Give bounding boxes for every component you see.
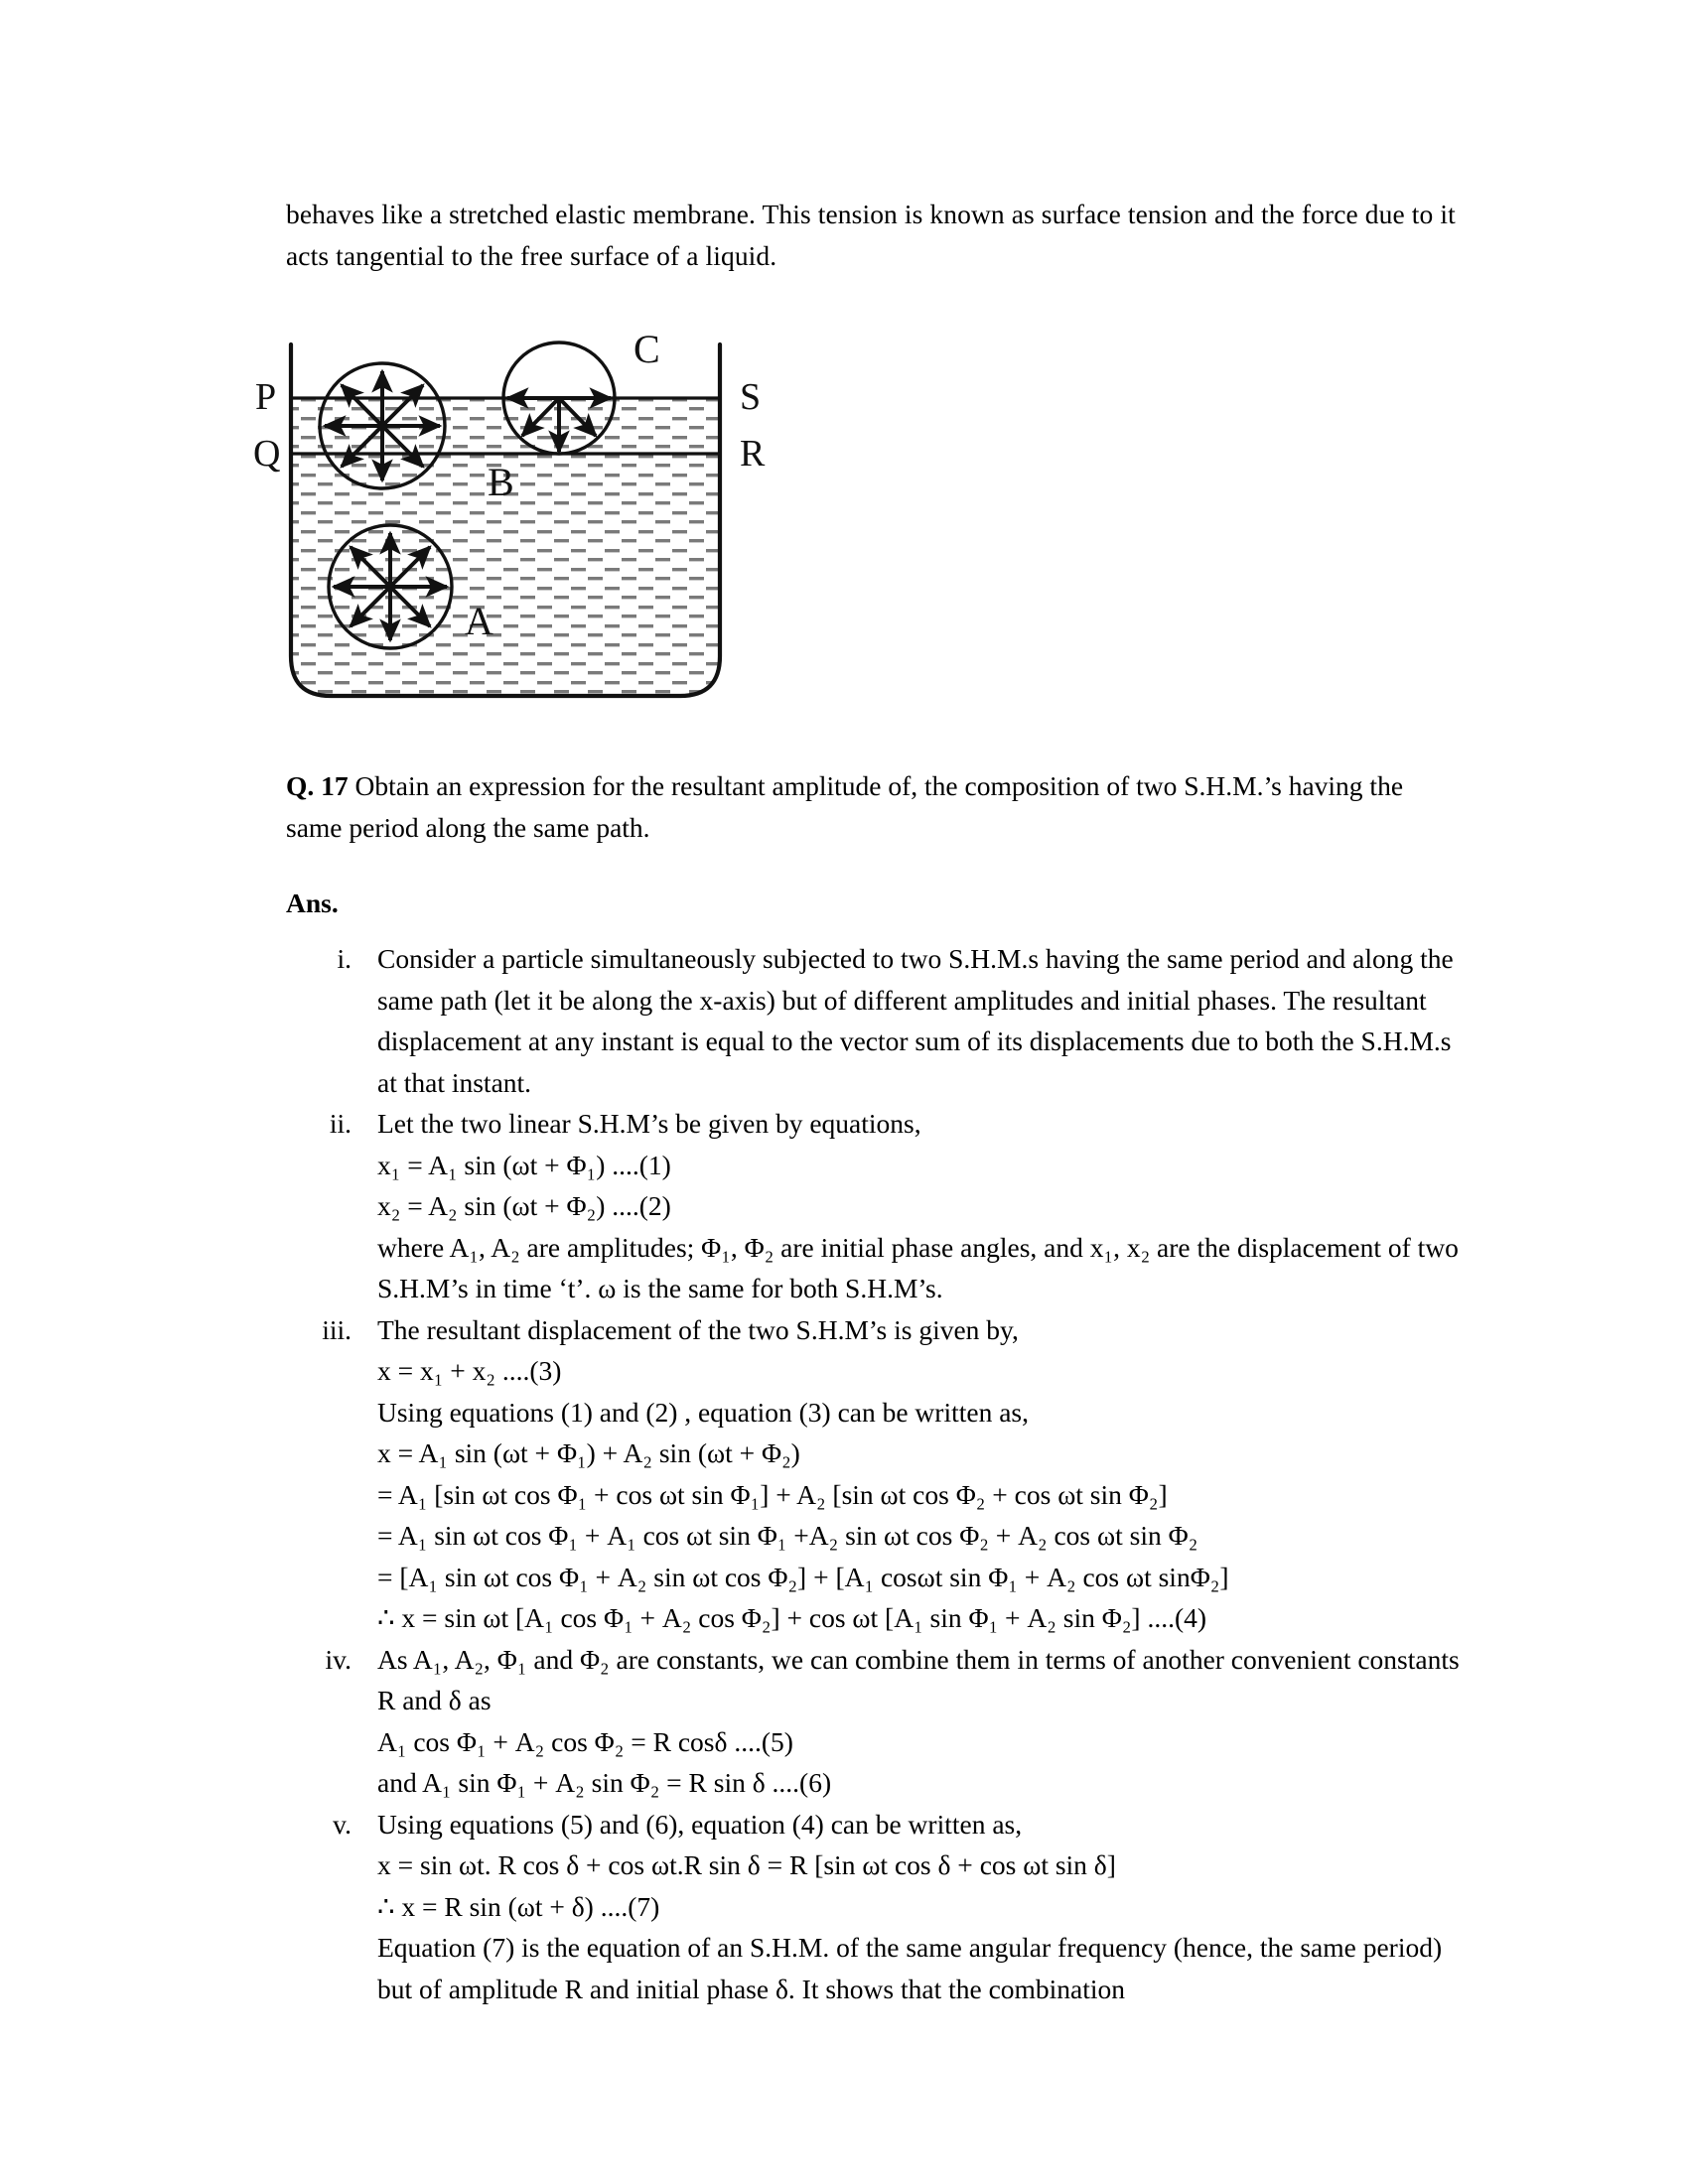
answer-item-marker: iv. [325,1643,352,1675]
answer-item-body [377,1309,1463,1639]
answer-item-marker: v. [333,1808,352,1840]
liquid-container-svg [231,317,847,714]
answer-line: x₁ = A₁ sin (ωt + Φ₁) ....(1) [377,1149,671,1180]
figure-label-a: A [465,599,493,643]
answer-line: x₂ = A₂ sin (ωt + Φ₂) ....(2) [377,1190,671,1221]
answer-item-body [377,1804,1463,2010]
answer-line: = A₁ sin ωt cos Φ₁ + A₁ cos ωt sin Φ₁ +A₂ sin ωt cos Φ₂ + A₂ cos ωt sin Φ₂ [377,1520,1198,1551]
answer-line: x = A₁ sin (ωt + Φ₁) + A₂ sin (ωt + Φ₂) [377,1437,800,1468]
answer-line: Let the two linear S.H.M’s be given by equations, [377,1108,921,1139]
answer-line: = [A₁ sin ωt cos Φ₁ + A₂ sin ωt cos Φ₂] + [A₁ cosωt sin Φ₁ + A₂ cos ωt sinΦ₂] [377,1561,1229,1592]
figure-label-c: C [633,327,660,371]
answer-item-body [377,1639,1463,1804]
answer-line: x = x₁ + x₂ ....(3) [377,1355,562,1386]
question-block [286,765,1463,849]
answer-line: ∴ x = sin ωt [A₁ cos Φ₁ + A₂ cos Φ₂] + cos ωt [A₁ sin Φ₁ + A₂ sin Φ₂] ....(4) [377,1602,1207,1633]
answer-item [286,1639,1463,1804]
answer-item [286,1804,1463,2010]
molecule-b-group [320,363,445,488]
figure-label-q: Q [253,433,281,475]
answer-item-marker: ii. [329,1108,352,1139]
answer-list [286,938,1463,2009]
figure-label-r: R [740,433,766,475]
answer-line: As A₁, A₂, Φ₁ and Φ₂ are constants, we can combine them in terms of another convenient constants R and δ as [377,1643,1460,1715]
answer-item-marker: i. [337,943,352,974]
answer-line: Using equations (1) and (2) , equation (3) can be written as, [377,1396,1029,1428]
answer-line: Equation (7) is the equation of an S.H.M. of the same angular frequency (hence, the same period) but of amplitude R and initial phase δ. It shows that the combination [377,1932,1443,2004]
answer-line: = A₁ [sin ωt cos Φ₁ + cos ωt sin Φ₁] + A₂ [sin ωt cos Φ₂ + cos ωt sin Φ₂] [377,1478,1168,1510]
answer-item [286,1309,1463,1639]
answer-item-body [377,938,1463,1103]
answer-line: The resultant displacement of the two S.H.M’s is given by, [377,1313,1019,1345]
question-text: Obtain an expression for the resultant amplitude of, the composition of two S.H.M.’s having the same period along the same path. [286,770,1404,843]
answer-item [286,1103,1463,1309]
answer-line: and A₁ sin Φ₁ + A₂ sin Φ₂ = R sin δ ....(6) [377,1767,832,1798]
answer-line: x = sin ωt. R cos δ + cos ωt.R sin δ = R [sin ωt cos δ + cos ωt sin δ] [377,1849,1116,1880]
figure-label-b: B [488,460,514,504]
question-number: Q. 17 [286,770,349,801]
molecule-b-arrows [325,371,440,480]
answer-item-marker: iii. [322,1313,352,1345]
molecule-a-arrows [334,533,447,640]
molecule-a-group [329,525,452,648]
surface-tension-figure [231,317,847,714]
liquid-fill [291,398,720,696]
figure-label-p: P [255,376,277,418]
intro-paragraph: behaves like a stretched elastic membrane. This tension is known as surface tension and the force due to it acts tangential to the free surface of a liquid. [286,199,1456,271]
answer-line: where A₁, A₂ are amplitudes; Φ₁, Φ₂ are initial phase angles, and x₁, x₂ are the displacement of two S.H.M’s in time ‘t’. ω is the same for both S.H.M’s. [377,1231,1459,1303]
answer-item-body [377,1103,1463,1309]
answer-item [286,938,1463,1103]
answer-line: Consider a particle simultaneously subjected to two S.H.M.s having the same period and along the same path (let it be along the x-axis) but of different amplitudes and initial phases. The resultant displacement at any instant is equal to the vector sum of its displacements due to both the S.H.M.s at that instant. [377,943,1454,1098]
answer-line: ∴ x = R sin (ωt + δ) ....(7) [377,1890,660,1922]
figure-label-s: S [740,376,762,418]
answer-label: Ans. [286,887,339,918]
answer-line: Using equations (5) and (6), equation (4) can be written as, [377,1808,1023,1840]
page-content [253,194,1463,2009]
answer-line: A₁ cos Φ₁ + A₂ cos Φ₂ = R cosδ ....(5) [377,1725,793,1757]
